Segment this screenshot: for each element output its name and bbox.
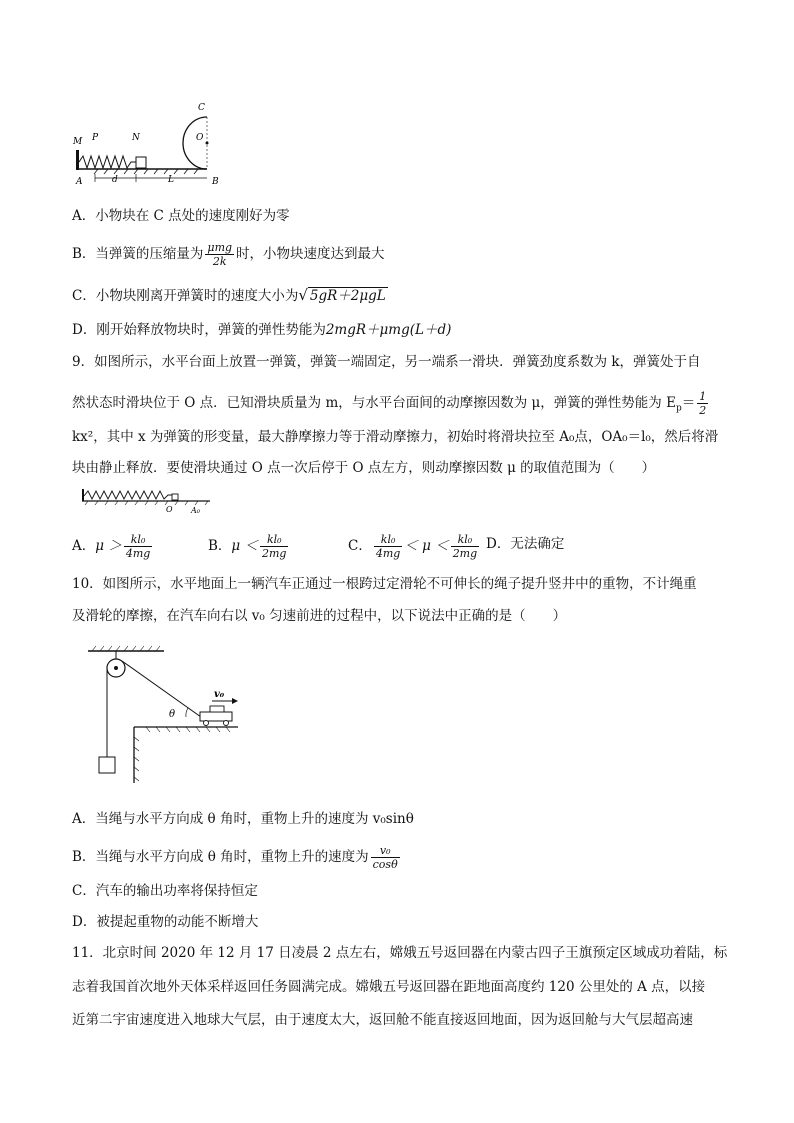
label-O: O — [166, 505, 173, 514]
q9-line-2 — [72, 390, 710, 418]
label-N: N — [132, 133, 140, 143]
q9-option-c-mid: ＜ μ ＜ — [404, 538, 449, 554]
label-v0: v₀ — [214, 689, 225, 700]
q8-option-c: C．小物块刚离开弹簧时的速度大小为√ 5gR＋2μgL — [72, 286, 386, 304]
q9-b-num: kl₀ — [260, 533, 288, 547]
label-L: L — [168, 175, 174, 185]
q9-line-2-prefix: 然状态时滑块位于 O 点．已知滑块质量为 m，与水平台面间的动摩擦因数为 μ，弹簧的弹性势能为 E — [72, 395, 676, 411]
q9-option-d: D．无法确定 — [486, 536, 565, 552]
figure-spring-slider — [78, 486, 218, 516]
figure-spring-semicircle — [70, 100, 250, 192]
q10-option-d: D．被提起重物的动能不断增大 — [72, 914, 259, 930]
q8-option-b-fraction — [205, 241, 234, 268]
q8-option-c-sqrt: 5gR＋2μgL — [309, 288, 386, 304]
q9-line-2-eq: ＝ — [681, 395, 696, 411]
label-d: d — [112, 175, 118, 185]
q8-b-frac-den: 2k — [212, 255, 227, 268]
label-A: A — [76, 177, 83, 187]
q9-option-a — [72, 533, 154, 560]
q9-option-c — [348, 533, 481, 560]
q9-c-den1: 4mg — [375, 547, 401, 560]
q9-c-num2: kl₀ — [451, 533, 479, 547]
q10-line-1: 10．如图所示，水平地面上一辆汽车正通过一根跨过定滑轮不可伸长的绳子提升竖井中的重物，不计绳重 — [72, 576, 697, 592]
q9-option-a-rel: μ ＞ — [95, 538, 122, 554]
q9-b-den: 2mg — [262, 547, 287, 560]
label-A0: A₀ — [191, 506, 200, 515]
q9-option-b-rel: μ ＜ — [231, 538, 258, 554]
q10-option-b-fraction — [371, 844, 400, 871]
q9-option-c-label: C． — [348, 538, 372, 554]
q8-option-d-expr: 2mgR＋μmg(L＋d) — [325, 322, 452, 338]
label-M: M — [73, 137, 83, 147]
q9-option-c-fraction-2 — [451, 533, 479, 560]
q9-c-num1: kl₀ — [374, 533, 402, 547]
q8-option-b-suffix: 时，小物块速度达到最大 — [236, 246, 385, 262]
q9-frac-num: 1 — [699, 390, 707, 403]
q9-a-den: 4mg — [125, 547, 151, 560]
label-theta: θ — [169, 709, 176, 720]
q9-option-b — [208, 533, 290, 560]
q9-frac-den: 2 — [699, 404, 707, 417]
q10-option-c: C．汽车的输出功率将保持恒定 — [72, 883, 258, 899]
label-C: C — [198, 103, 205, 113]
q9-line-2-sub: p — [675, 403, 682, 414]
q11-line-1: 11．北京时间 2020 年 12 月 17 日凌晨 2 点左右，嫦娥五号返回器在内蒙古四子王旗预定区域成功着陆，标 — [72, 945, 728, 961]
q9-line-4: 块由静止释放．要使滑块通过 O 点一次后停于 O 点左方，则动摩擦因数 μ 的取值范围为（ ） — [72, 460, 656, 476]
q9-a-num: kl₀ — [124, 533, 152, 547]
q10-option-b — [72, 844, 402, 871]
label-P: P — [92, 133, 99, 143]
q9-option-b-label: B． — [208, 538, 232, 554]
q9-option-b-fraction — [260, 533, 288, 560]
q8-b-frac-num: μmg — [207, 241, 233, 254]
q11-line-3: 近第二宇宙速度进入地球大气层，由于速度太大，返回舱不能直接返回地面，因为返回舱与大气层超高速 — [72, 1012, 693, 1028]
q8-option-b-prefix: B．当弹簧的压缩量为 — [72, 246, 204, 262]
q8-option-d-prefix: D．刚开始释放物块时，弹簧的弹性势能为 — [72, 322, 326, 338]
q8-option-c-prefix: C．小物块刚离开弹簧时的速度大小为 — [72, 288, 299, 304]
q9-option-a-fraction — [124, 533, 152, 560]
label-O: O — [196, 133, 204, 143]
q8-option-b — [72, 241, 385, 268]
q9-option-a-label: A． — [72, 538, 96, 554]
q10-b-den: cosθ — [372, 858, 398, 871]
q11-line-2: 志着我国首次地外天体采样返回任务圆满完成。嫦娥五号返回器在距地面高度约 120 公里处的 A 点，以接 — [72, 979, 706, 995]
q8-option-a: A．小物块在 C 点处的速度刚好为零 — [72, 208, 290, 224]
q10-line-2: 及滑轮的摩擦，在汽车向右以 v₀ 匀速前进的过程中，以下说法中正确的是（ ） — [72, 608, 567, 624]
q9-c-den2: 2mg — [452, 547, 478, 560]
q10-option-a: A．当绳与水平方向成 θ 角时，重物上升的速度为 v₀sinθ — [72, 811, 414, 827]
q10-option-b-prefix: B．当绳与水平方向成 θ 角时，重物上升的速度为 — [72, 849, 369, 865]
q9-option-c-fraction-1 — [374, 533, 402, 560]
label-B: B — [212, 177, 219, 187]
figure-pulley-car — [86, 645, 246, 785]
q9-line-1: 9．如图所示，水平台面上放置一弹簧，弹簧一端固定，另一端系一滑块．弹簧劲度系数为 k，弹簧处于自 — [72, 354, 701, 370]
q9-line-3: kx²，其中 x 为弹簧的形变量，最大静摩擦力等于滑动摩擦力，初始时将滑块拉至 A₀点，OA₀＝l₀，然后将滑 — [72, 429, 719, 445]
q10-b-num: v₀ — [371, 844, 400, 858]
q8-option-d — [72, 321, 451, 339]
q9-half-fraction — [697, 390, 708, 417]
